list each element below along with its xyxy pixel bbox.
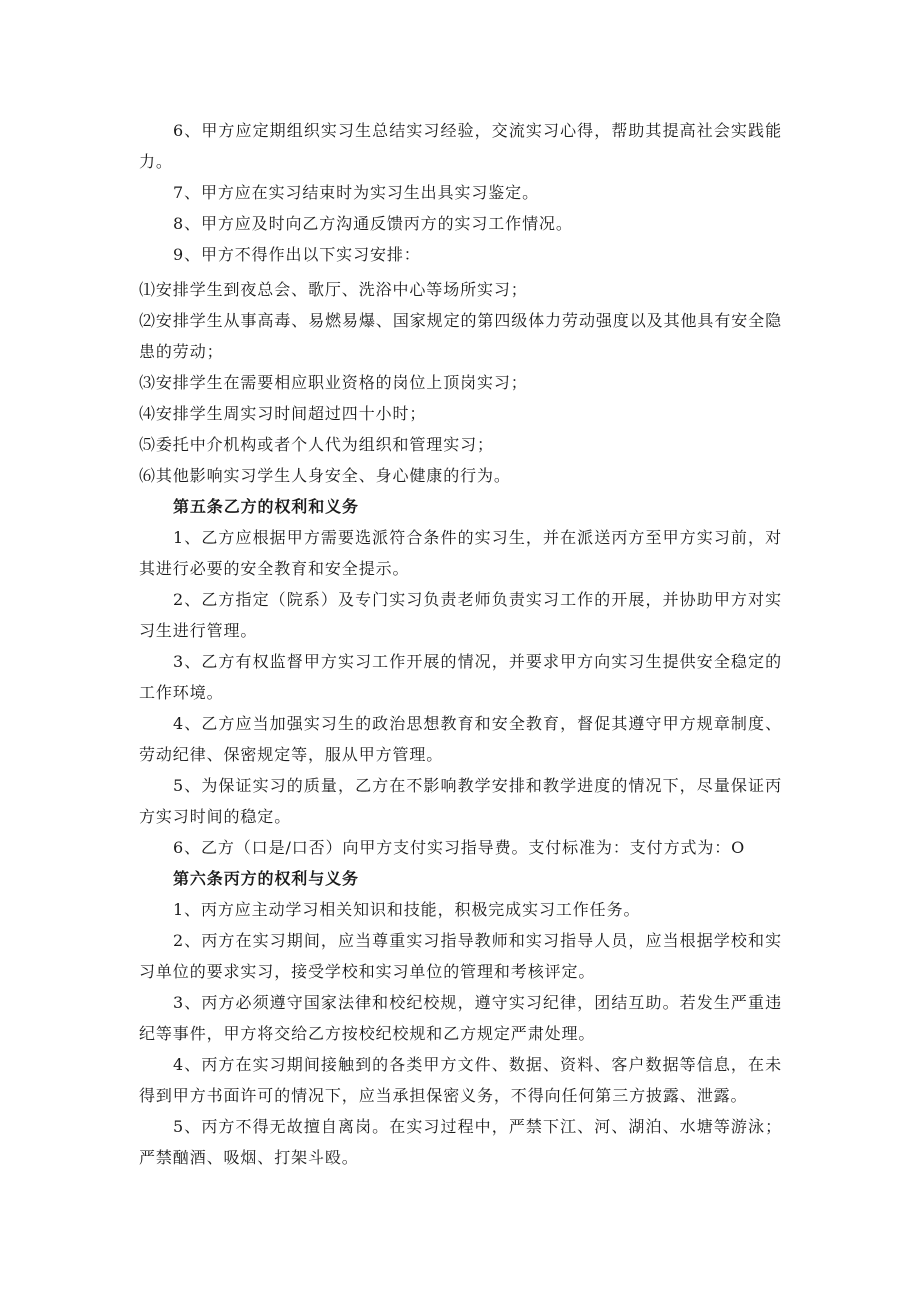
article-6-item-3: 3、丙方必须遵守国家法律和校纪校规，遵守实习纪律，团结互助。若发生严重违纪等事件，甲方将交给乙方按校纪校规和乙方规定严肃处理。: [139, 993, 782, 1043]
party-a-duty-6: 6、甲方应定期组织实习生总结实习经验，交流实习心得，帮助其提高社会实践能力。: [139, 121, 782, 171]
prohibited-item-4: ⑷安排学生周实习时间超过四十小时；: [139, 404, 427, 423]
article-6-title: 第六条丙方的权利与义务: [173, 869, 359, 888]
document-page: [139, 115, 782, 1173]
prohibited-item-5: ⑸委托中介机构或者个人代为组织和管理实习；: [139, 435, 494, 454]
party-a-duty-9: 9、甲方不得作出以下实习安排：: [173, 245, 421, 264]
article-5-item-3: 3、乙方有权监督甲方实习工作开展的情况，并要求甲方向实习生提供安全稳定的工作环境。: [139, 652, 782, 702]
article-5-item-6: 6、乙方（口是/口否）向甲方支付实习指导费。支付标准为：支付方式为：O: [173, 838, 746, 857]
prohibited-item-6: ⑹其他影响实习学生人身安全、身心健康的行为。: [139, 466, 511, 485]
article-5-item-4: 4、乙方应当加强实习生的政治思想教育和安全教育，督促其遵守甲方规章制度、劳动纪律、保密规定等，服从甲方管理。: [139, 714, 782, 764]
prohibited-item-3: ⑶安排学生在需要相应职业资格的岗位上顶岗实习；: [139, 373, 528, 392]
article-6-item-1: 1、丙方应主动学习相关知识和技能，积极完成实习工作任务。: [173, 900, 641, 919]
prohibited-item-2: ⑵安排学生从事高毒、易燃易爆、国家规定的第四级体力劳动强度以及其他具有安全隐患的劳动；: [139, 311, 782, 361]
article-6-item-2: 2、丙方在实习期间，应当尊重实习指导教师和实习指导人员，应当根据学校和实习单位的要求实习，接受学校和实习单位的管理和考核评定。: [139, 931, 782, 981]
article-6-item-4: 4、丙方在实习期间接触到的各类甲方文件、数据、资料、客户数据等信息，在未得到甲方书面许可的情况下，应当承担保密义务，不得向任何第三方披露、泄露。: [139, 1055, 782, 1105]
party-a-duty-8: 8、甲方应及时向乙方沟通反馈丙方的实习工作情况。: [173, 214, 573, 233]
article-5-item-1: 1、乙方应根据甲方需要选派符合条件的实习生，并在派送丙方至甲方实习前，对其进行必要的安全教育和安全提示。: [139, 528, 782, 578]
party-a-duty-7: 7、甲方应在实习结束时为实习生出具实习鉴定。: [173, 183, 539, 202]
article-6-item-5: 5、丙方不得无故擅自离岗。在实习过程中，严禁下江、河、湖泊、水塘等游泳；严禁酗酒、吸烟、打架斗殴。: [139, 1117, 782, 1167]
article-5-title: 第五条乙方的权利和义务: [173, 497, 359, 516]
article-5-item-5: 5、为保证实习的质量，乙方在不影响教学安排和教学进度的情况下，尽量保证丙方实习时间的稳定。: [139, 776, 782, 826]
prohibited-item-1: ⑴安排学生到夜总会、歌厅、洗浴中心等场所实习；: [139, 280, 528, 299]
article-5-item-2: 2、乙方指定（院系）及专门实习负责老师负责实习工作的开展，并协助甲方对实习生进行管理。: [139, 590, 782, 640]
